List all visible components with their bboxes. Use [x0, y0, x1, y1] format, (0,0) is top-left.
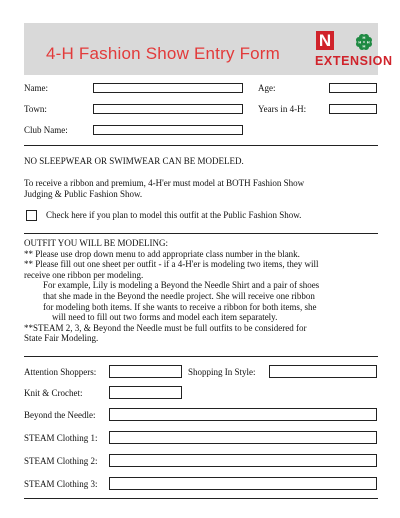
- instruction-line: **STEAM 2, 3, & Beyond the Needle must be full outfits to be considered for: [24, 322, 307, 333]
- ribbon-notice-line2: Judging & Public Fashion Show.: [24, 189, 143, 199]
- divider: [24, 356, 378, 357]
- divider: [24, 145, 378, 146]
- outfit-instructions: [24, 238, 319, 344]
- steam-clothing-3-label: STEAM Clothing 3:: [24, 479, 98, 489]
- steam-clothing-1-label: STEAM Clothing 1:: [24, 433, 98, 443]
- knit-crochet-dropdown[interactable]: [109, 386, 182, 399]
- instruction-line: receive one ribbon per modeling.: [24, 269, 144, 280]
- club-field[interactable]: [93, 125, 243, 135]
- svg-text:H: H: [362, 43, 366, 49]
- years-field[interactable]: [329, 104, 377, 114]
- svg-text:H: H: [362, 35, 366, 41]
- steam-clothing-2-label: STEAM Clothing 2:: [24, 456, 98, 466]
- no-sleepwear-notice: NO SLEEPWEAR OR SWIMWEAR CAN BE MODELED.: [24, 156, 244, 166]
- extension-wordmark: EXTENSION: [315, 54, 393, 68]
- divider: [24, 233, 378, 234]
- example-line: for modeling both items. If she wants to receive a ribbon for both items, she: [43, 301, 317, 312]
- example-line: For example, Lily is modeling a Beyond the Needle Shirt and a pair of shoes: [43, 280, 320, 291]
- beyond-needle-dropdown[interactable]: [109, 408, 377, 421]
- beyond-needle-label: Beyond the Needle:: [24, 410, 96, 420]
- svg-text:H: H: [358, 39, 362, 45]
- public-show-checkbox[interactable]: [26, 210, 37, 221]
- steam-clothing-2-dropdown[interactable]: [109, 454, 377, 467]
- knit-crochet-label: Knit & Crochet:: [24, 388, 83, 398]
- shopping-in-style-label: Shopping In Style:: [188, 367, 256, 377]
- public-show-checkbox-label: Check here if you plan to model this outfit at the Public Fashion Show.: [46, 210, 302, 220]
- example-line: will need to fill out two forms and model each item separately.: [52, 312, 278, 323]
- town-field[interactable]: [93, 104, 243, 114]
- steam-clothing-3-dropdown[interactable]: [109, 477, 377, 490]
- attention-shoppers-dropdown[interactable]: [109, 365, 182, 378]
- age-field[interactable]: [329, 83, 377, 93]
- example-line: that she made in the Beyond the needle project. She will receive one ribbon: [43, 290, 315, 301]
- outfit-heading: OUTFIT YOU WILL BE MODELING:: [24, 238, 168, 248]
- name-field[interactable]: [93, 83, 243, 93]
- four-leaf-clover-icon: [353, 31, 375, 53]
- attention-shoppers-label: Attention Shoppers:: [24, 367, 97, 377]
- instruction-line: ** Please use drop down menu to add appropriate class number in the blank.: [24, 248, 300, 259]
- ribbon-notice-line1: To receive a ribbon and premium, 4-H'er must model at BOTH Fashion Show: [24, 178, 305, 188]
- years-label: Years in 4-H:: [258, 104, 307, 114]
- name-label: Name:: [24, 83, 48, 93]
- divider: [24, 498, 378, 499]
- age-label: Age:: [258, 83, 276, 93]
- club-label: Club Name:: [24, 125, 68, 135]
- town-label: Town:: [24, 104, 47, 114]
- instruction-line: ** Please fill out one sheet per outfit - if a 4-H'er is modeling two items, they will: [24, 259, 319, 270]
- nebraska-n-logo: N: [316, 31, 334, 50]
- form-header: [24, 23, 393, 75]
- svg-text:H: H: [366, 39, 370, 45]
- form-title: 4-H Fashion Show Entry Form: [46, 44, 281, 63]
- instruction-line: State Fair Modeling.: [24, 333, 99, 344]
- steam-clothing-1-dropdown[interactable]: [109, 431, 377, 444]
- shopping-in-style-dropdown[interactable]: [269, 365, 377, 378]
